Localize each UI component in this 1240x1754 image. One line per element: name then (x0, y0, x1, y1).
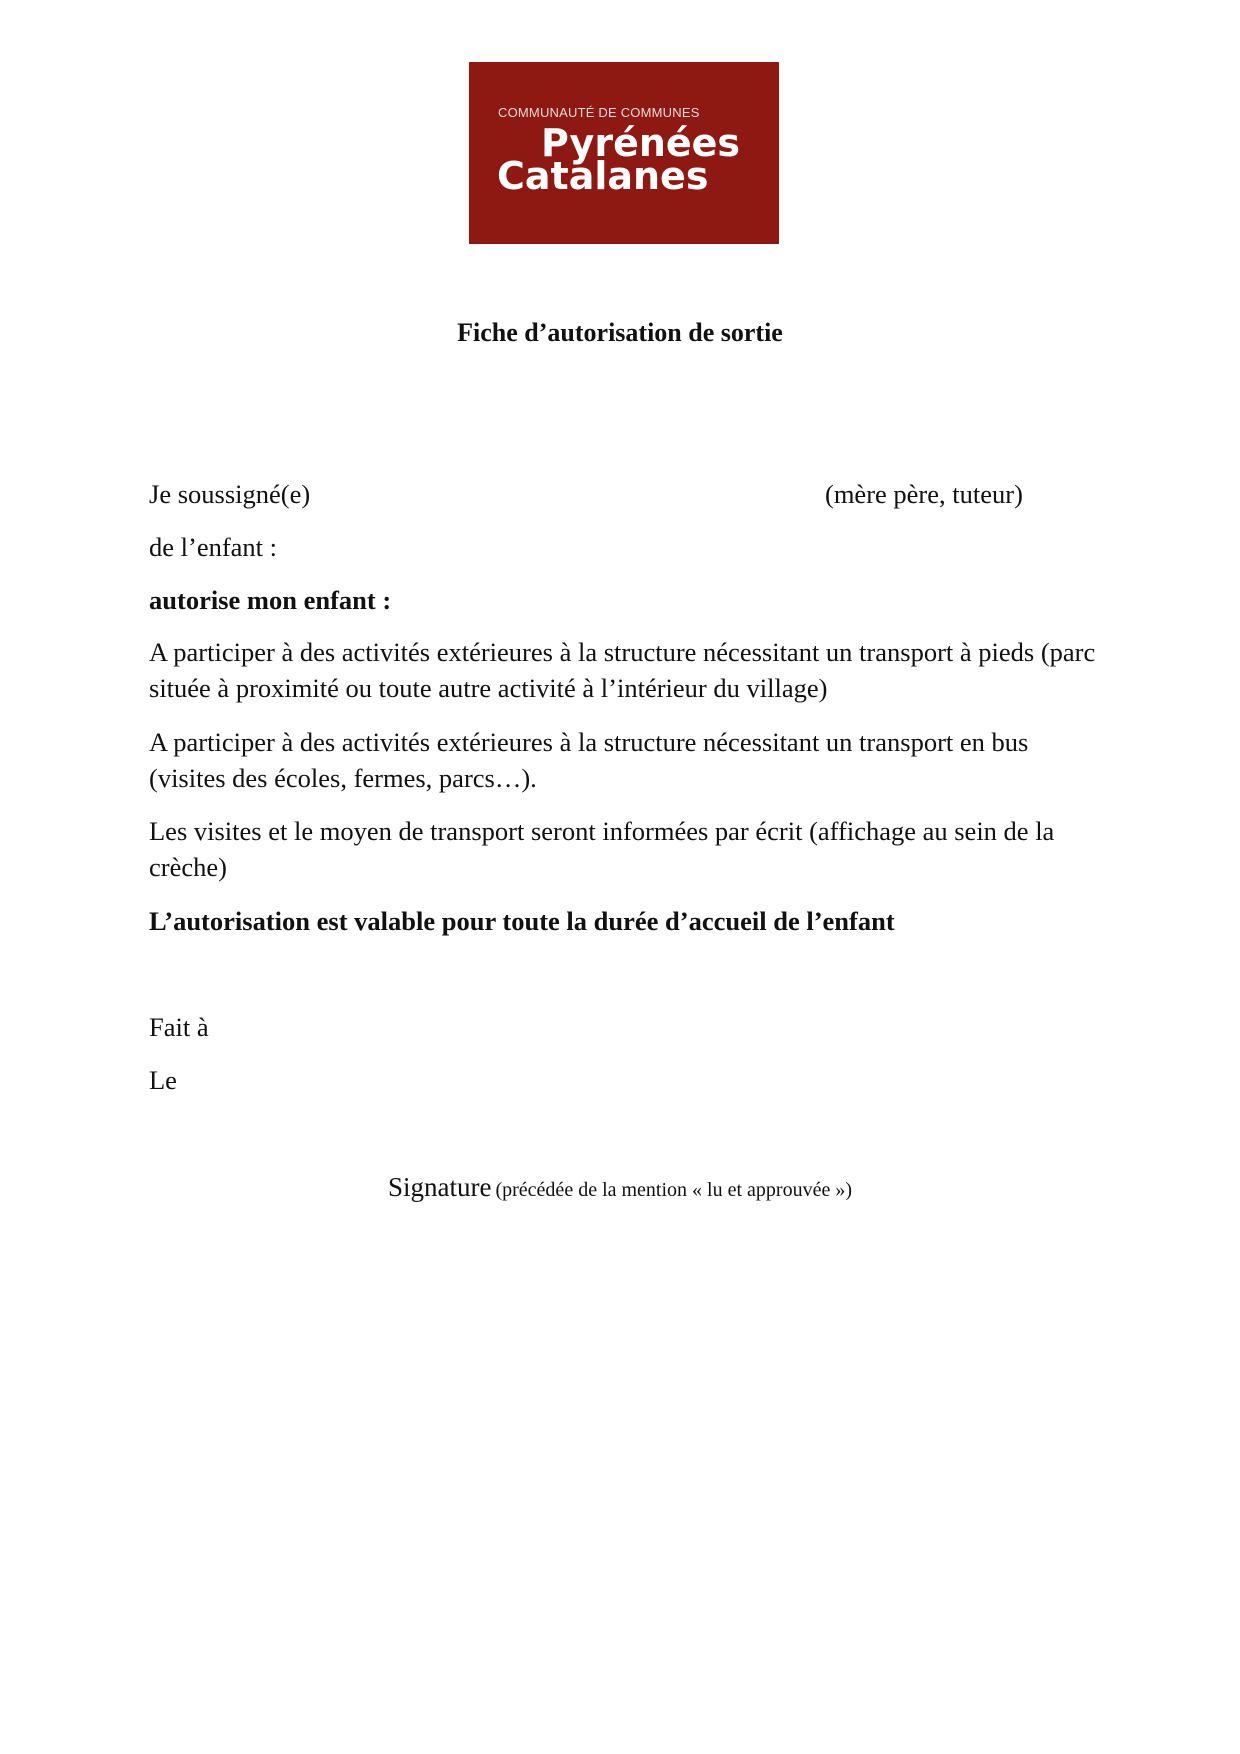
logo (469, 62, 779, 244)
signature-note: (précédée de la mention « lu et approuvée ») (495, 1179, 852, 1201)
date-label: Le (149, 1065, 177, 1095)
logo-top-text: COMMUNAUTÉ DE COMMUNES (498, 105, 700, 120)
paragraph-bus: A participer à des activités extérieures à la structure nécessitant un transport en bus (visites des écoles, fermes, parcs…). (149, 727, 1029, 793)
document-title: Fiche d’autorisation de sortie (457, 318, 783, 347)
child-label: de l’enfant : (149, 532, 278, 562)
validity-statement: L’autorisation est valable pour toute la durée d’accueil de l’enfant (149, 906, 895, 936)
role-label: (mère père, tuteur) (825, 479, 1023, 509)
paragraph-walking: A participer à des activités extérieures à la structure nécessitant un transport à pieds (parc située à proximité ou toute autre activité à l’intérieur du village) (149, 637, 1096, 703)
logo-line2: Catalanes (497, 154, 709, 198)
paragraph-information: Les visites et le moyen de transport seront informées par écrit (affichage au sein de la crèche) (149, 816, 1055, 882)
signature-line (0, 1172, 1240, 1203)
logo-line1: Pyrénées (541, 121, 741, 165)
signature-label: Signature (388, 1172, 492, 1202)
authorize-heading: autorise mon enfant : (149, 585, 392, 615)
undersigned-label: Je soussigné(e) (149, 479, 311, 509)
place-label: Fait à (149, 1012, 209, 1042)
